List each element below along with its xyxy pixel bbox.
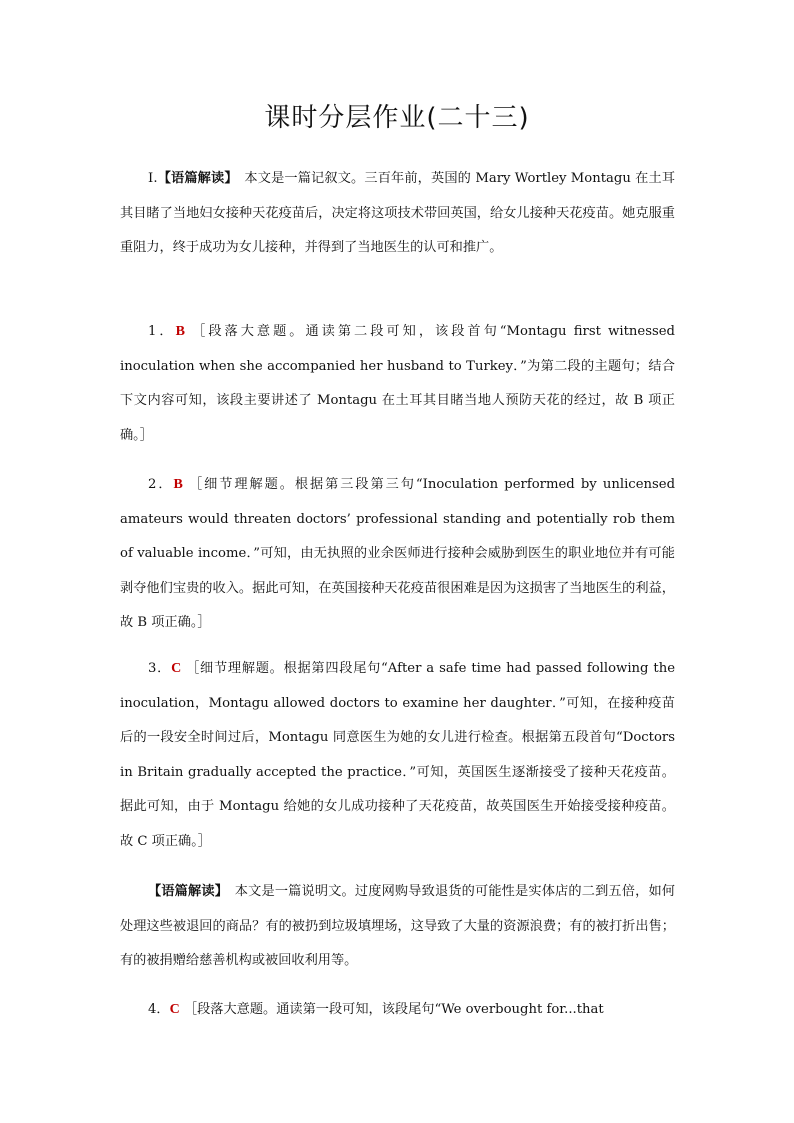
answer-letter: B — [173, 477, 183, 492]
explanation-text: ［段落大意题。通读第二段可知，该段首句“Montagu first witnessed inoculation when she accompanied her husband to Turkey．”为第二段的主题句；结合下文内容可知，该段主要讲述了 Montagu 在土耳其目睹当地人预防天花的经过，故 B 项正确。］ — [120, 324, 675, 443]
question-number: 3． — [148, 661, 172, 676]
answer-letter: C — [171, 661, 182, 676]
reading-tag: 【语篇解读】 — [157, 171, 232, 186]
page-title: 课时分层作业(二十三) — [264, 103, 530, 133]
answer-item-4 — [120, 993, 675, 1028]
answer-item-1 — [120, 315, 675, 453]
explanation-text: ［细节理解题。根据第三段第三句“Inoculation performed by unlicensed amateurs would threaten doctors’ professional standing and potentially rob them of valuable income．”可知，由无执照的业余医师进行接种会威胁到医生的职业地位并有可能剥夺他们宝贵的收入。据此可知，在英国接种天花疫苗很困难是因为这损害了当地医生的利益，故 B 项正确。］ — [120, 477, 676, 631]
reading-summary-2 — [120, 875, 675, 979]
question-number: 4． — [148, 1002, 170, 1017]
reading-summary-1 — [120, 162, 675, 266]
reading-tag: 【语篇解读】 — [148, 884, 222, 899]
explanation-text: ［细节理解题。根据第四段尾句“After a safe time had passed following the inoculation，Montagu allowed doctors to examine her daughter．”可知，在接种疫苗后的一段安全时间过后，Montagu 同意医生为她的女儿进行检查。根据第五段首句“Doctors in Britain gradually accepted the practice．”可知，英国医生逐渐接受了接种天花疫苗。据此可知，由于 Montagu 给她的女儿成功接种了天花疫苗，故英国医生开始接受接种疫苗。故 C 项正确。］ — [120, 661, 676, 849]
answer-letter: B — [175, 324, 185, 339]
summary-text: 本文是一篇记叙文。三百年前，英国的 Mary Wortley Montagu 在土耳其目睹了当地妇女接种天花疫苗后，决定将这项技术带回英国，给女儿接种天花疫苗。她克服重重阻力，终于成功为女儿接种，并得到了当地医生的认可和推广。 — [120, 171, 676, 256]
answer-item-2 — [120, 468, 675, 641]
question-number: 2． — [148, 477, 174, 492]
answer-letter: C — [169, 1002, 180, 1017]
answer-item-3 — [120, 652, 675, 860]
section-number: Ⅰ. — [148, 171, 158, 186]
explanation-text: ［段落大意题。通读第一段可知，该段尾句“We overbought for...that — [179, 1002, 604, 1017]
question-number: 1． — [148, 324, 176, 339]
summary-text: 本文是一篇说明文。过度网购导致退货的可能性是实体店的二到五倍，如何处理这些被退回的商品？有的被扔到垃圾填埋场，这导致了大量的资源浪费；有的被打折出售；有的被捐赠给慈善机构或被回收利用等。 — [120, 884, 675, 969]
